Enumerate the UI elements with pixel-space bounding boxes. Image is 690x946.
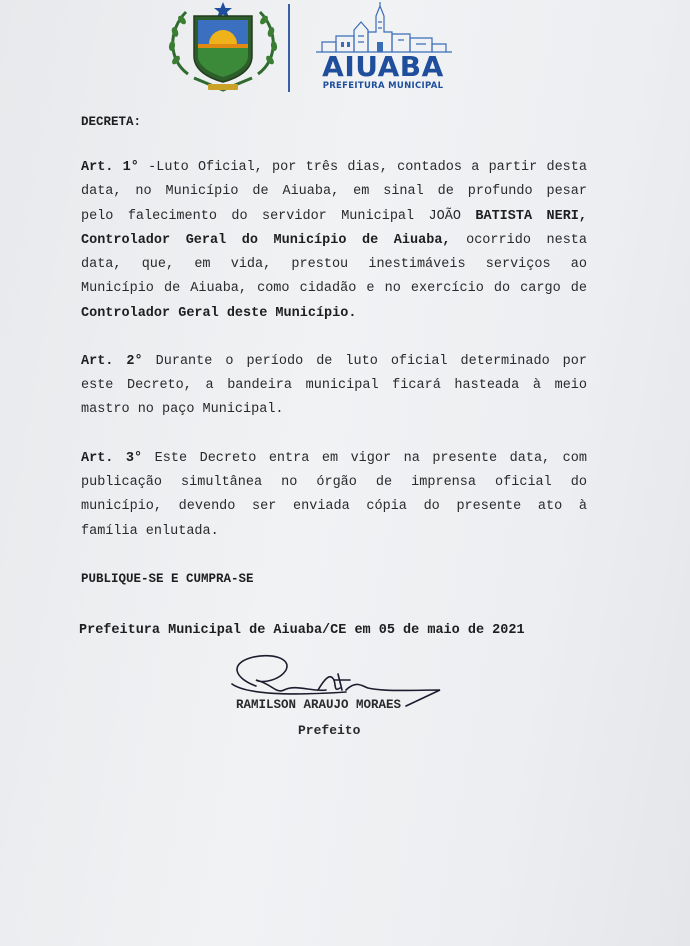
art1-line-1: Art. 1° -Luto Oficial, por três dias, contados a partir desta bbox=[81, 160, 587, 175]
header-divider bbox=[288, 4, 290, 92]
art1-line-6: Município de Aiuaba, como cidadão e no exercício do cargo de bbox=[81, 281, 587, 296]
church-skyline-icon bbox=[314, 2, 454, 56]
brand-subtitle: PREFEITURA MUNICIPAL bbox=[322, 81, 444, 91]
art3-line-4: família enlutada. bbox=[81, 524, 219, 539]
publish-line: PUBLIQUE-SE E CUMPRA-SE bbox=[81, 572, 254, 586]
art2-label: Art. 2° bbox=[81, 354, 143, 369]
signatory-role: Prefeito bbox=[298, 723, 361, 738]
art3-line-1: Art. 3° Este Decreto entra em vigor na presente data, com bbox=[81, 451, 587, 466]
brand-name: AIUABA bbox=[322, 50, 444, 83]
art1-line-7: Controlador Geral deste Município. bbox=[81, 306, 357, 321]
art1-label: Art. 1° bbox=[81, 160, 139, 175]
municipal-coat-of-arms-icon bbox=[164, 0, 282, 96]
art2-line-3: mastro no paço Municipal. bbox=[81, 402, 284, 417]
art1-line-5: data, que, em vida, prestou inestimáveis serviços ao bbox=[81, 257, 587, 272]
art3-line-3: município, devendo ser enviada cópia do presente ato à bbox=[81, 499, 587, 514]
art2-line-1: Art. 2° Durante o período de luto oficial determinado por bbox=[81, 354, 587, 369]
art1-line-3: pelo falecimento do servidor Municipal JOÃO BATISTA NERI, bbox=[81, 209, 588, 224]
art1-line-4: Controlador Geral do Município de Aiuaba, ocorrido nesta bbox=[81, 233, 587, 248]
signatory-name: RAMILSON ARAUJO MORAES bbox=[236, 698, 402, 712]
decree-heading: DECRETA: bbox=[81, 115, 142, 129]
art3-line-2: publicação simultânea no órgão de imprensa oficial do bbox=[81, 475, 587, 490]
art2-line-2: este Decreto, a bandeira municipal ficará hasteada à meio bbox=[81, 378, 587, 393]
art3-label: Art. 3° bbox=[81, 451, 143, 466]
place-date-line: Prefeitura Municipal de Aiuaba/CE em 05 de maio de 2021 bbox=[79, 623, 525, 638]
art1-line-2: data, no Município de Aiuaba, em sinal de profundo pesar bbox=[81, 184, 587, 199]
